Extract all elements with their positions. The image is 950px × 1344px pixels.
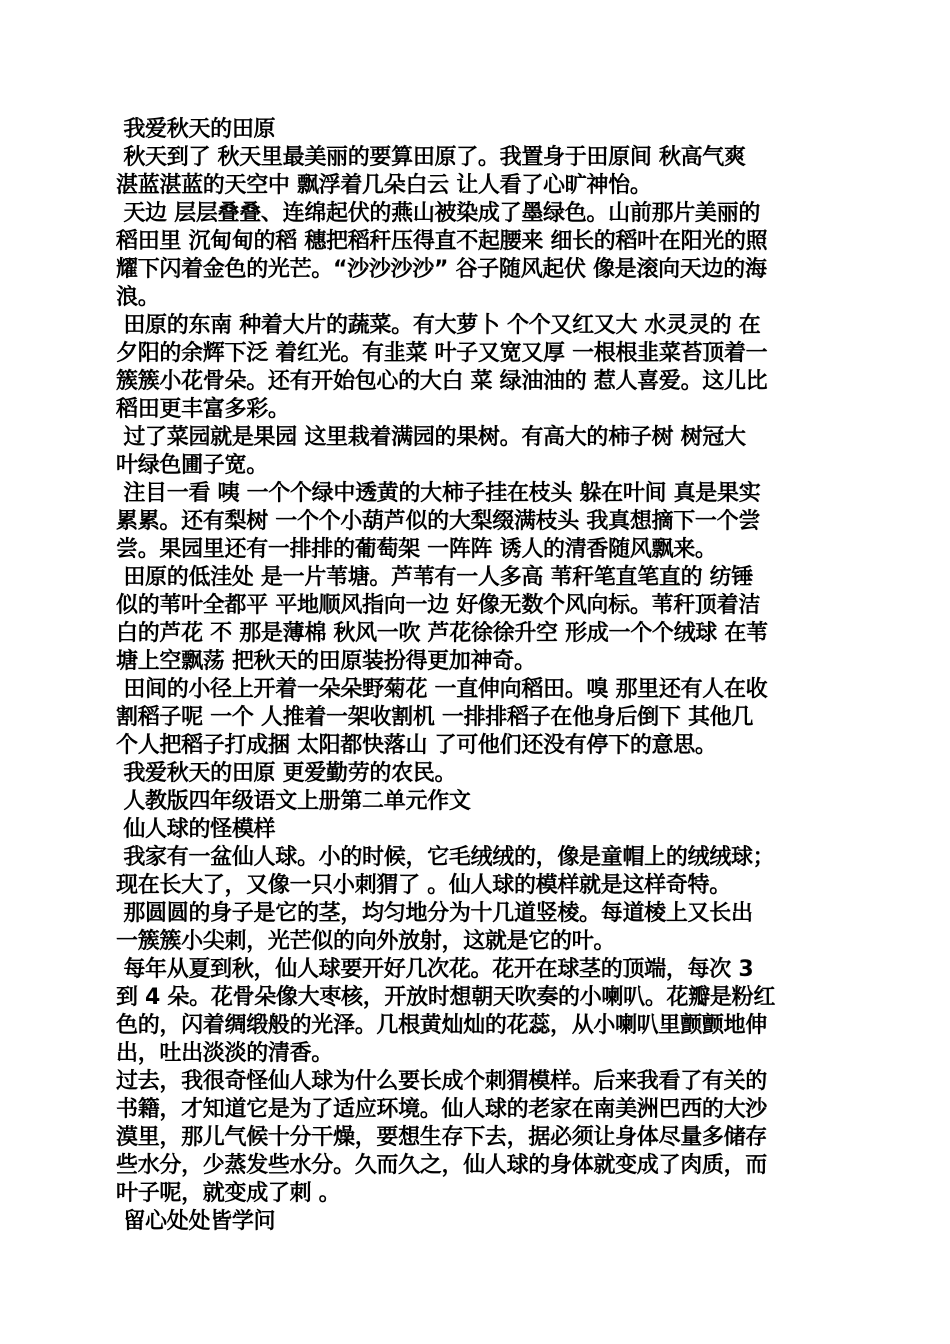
text-line: 出，吐出淡淡的清香。 bbox=[116, 1041, 334, 1066]
text-line: 夕阳的余辉下泛 着红光。有韭菜 叶子又宽又厚 一根根韭菜苔顶着一 bbox=[116, 341, 768, 366]
text-line: 一簇簇小尖刺，光芒似的向外放射，这就是它的叶。 bbox=[116, 929, 616, 954]
text-line: 似的苇叶全都平 平地顺风指向一边 好像无数个风向标。苇秆顶着洁 bbox=[116, 593, 761, 618]
text-line: 白的芦花 不 那是薄棉 秋风一吹 芦花徐徐升空 形成一个个绒球 在苇 bbox=[116, 621, 768, 646]
text-line: 簇簇小花骨朵。还有开始包心的大白 菜 绿油油的 惹人喜爱。这儿比 bbox=[116, 369, 768, 394]
text-line: 漠里，那儿气候十分干燥，要想生存下去，据必须让身体尽量多储存 bbox=[116, 1125, 768, 1150]
text-line: 那圆圆的身子是它的茎，均匀地分为十几道竖棱。每道棱上又长出 bbox=[116, 901, 753, 926]
text-line: 稻田更丰富多彩。 bbox=[116, 397, 290, 422]
text-line: 我爱秋天的田原 bbox=[116, 117, 276, 142]
text-line: 耀下闪着金色的光芒。“沙沙沙沙” 谷子随风起伏 像是滚向天边的海 bbox=[116, 257, 767, 282]
text-line: 湛蓝湛蓝的天空中 飘浮着几朵白云 让人看了心旷神怡。 bbox=[116, 173, 652, 198]
text-line: 叶绿色圃子宽。 bbox=[116, 453, 268, 478]
text-line: 过了菜园就是果园 这里栽着满园的果树。有高大的柿子树 树冠大 bbox=[116, 425, 746, 450]
text-line: 仙人球的怪模样 bbox=[116, 817, 276, 842]
text-line: 秋天到了 秋天里最美丽的要算田原了。我置身于田原间 秋高气爽 bbox=[116, 145, 746, 170]
text-line: 田间的小径上开着一朵朵野菊花 一直伸向稻田。嗅 那里还有人在收 bbox=[116, 677, 768, 702]
text-line: 到 4 朵。花骨朵像大枣核，开放时想朝天吹奏的小喇叭。花瓣是粉红 bbox=[116, 985, 776, 1010]
text-line: 割稻子呢 一个 人推着一架收割机 一排排稻子在他身后倒下 其他几 bbox=[116, 705, 754, 730]
text-line: 人教版四年级语文上册第二单元作文 bbox=[116, 789, 471, 814]
text-line: 过去，我很奇怪仙人球为什么要长成个刺猬模样。后来我看了有关的 bbox=[116, 1069, 768, 1094]
document-page bbox=[116, 116, 836, 1236]
text-line: 留心处处皆学问 bbox=[116, 1209, 276, 1234]
text-line: 些水分，少蒸发些水分。久而久之，仙人球的身体就变成了肉质，而 bbox=[116, 1153, 768, 1178]
text-line: 我爱秋天的田原 更爱勤劳的农民。 bbox=[116, 761, 457, 786]
text-line: 现在长大了，又像一只小刺猬了 。仙人球的模样就是这样奇特。 bbox=[116, 873, 731, 898]
text-line: 每年从夏到秋，仙人球要开好几次花。花开在球茎的顶端，每次 3 bbox=[116, 957, 754, 982]
text-line: 个人把稻子打成捆 太阳都快落山 了可他们还没有停下的意思。 bbox=[116, 733, 717, 758]
text-line: 注目一看 咦 一个个绿中透黄的大柿子挂在枝头 躲在叶间 真是果实 bbox=[116, 481, 761, 506]
text-line: 稻田里 沉甸甸的稻 穗把稻秆压得直不起腰来 细长的稻叶在阳光的照 bbox=[116, 229, 768, 254]
text-line: 尝。果园里还有一排排的葡萄架 一阵阵 诱人的清香随风飘来。 bbox=[116, 537, 717, 562]
text-line: 天边 层层叠叠、连绵起伏的燕山被染成了墨绿色。山前那片美丽的 bbox=[116, 201, 761, 226]
text-line: 叶子呢，就变成了刺 。 bbox=[116, 1181, 341, 1206]
text-line: 我家有一盆仙人球。小的时候，它毛绒绒的，像是童帽上的绒绒球； bbox=[116, 845, 775, 870]
text-line: 田原的东南 种着大片的蔬菜。有大萝卜 个个又红又大 水灵灵的 在 bbox=[116, 313, 761, 338]
text-line: 累累。还有梨树 一个个小葫芦似的大梨缀满枝头 我真想摘下一个尝 bbox=[116, 509, 761, 534]
text-line: 浪。 bbox=[116, 285, 160, 310]
text-line: 田原的低洼处 是一片苇塘。芦苇有一人多高 苇秆笔直笔直的 纺锤 bbox=[116, 565, 754, 590]
text-line: 书籍，才知道它是为了适应环境。仙人球的老家在南美洲巴西的大沙 bbox=[116, 1097, 768, 1122]
text-line: 色的，闪着绸缎般的光泽。几根黄灿灿的花蕊，从小喇叭里颤颤地伸 bbox=[116, 1013, 768, 1038]
text-line: 塘上空飘荡 把秋天的田原装扮得更加神奇。 bbox=[116, 649, 536, 674]
